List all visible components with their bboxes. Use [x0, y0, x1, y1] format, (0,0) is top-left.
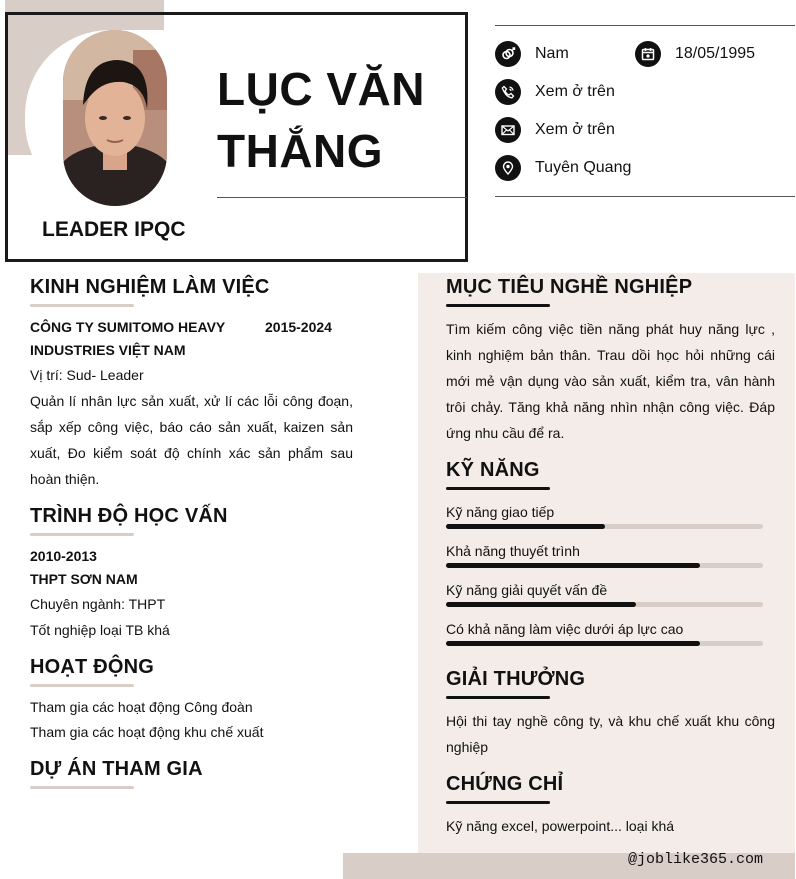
- name-divider: [217, 197, 467, 198]
- activity-item: Tham gia các hoạt động Công đoàn: [30, 699, 253, 715]
- gender-icon: [495, 41, 521, 67]
- awards-text: Hội thi tay nghề công ty, và khu chế xuất khu công nghiệp: [446, 713, 775, 755]
- contact-phone: [495, 79, 615, 105]
- experience-description: Quản lí nhân lực sản xuất, xử lí các lỗi công đoạn, sắp xếp công việc, báo cáo sản xuất, kaizen sản xuất, Đo kiểm soát độ chính xác sản phẩm sau hoàn thiện.: [30, 393, 353, 487]
- contact-divider-top: [495, 25, 795, 26]
- contact-divider-bottom: [495, 196, 795, 197]
- birthday-value: 18/05/1995: [675, 45, 756, 62]
- education-major: Chuyên ngành: THPT: [30, 596, 166, 612]
- skill-bar-fill: [446, 641, 700, 646]
- experience-section-title: KINH NGHIỆM LÀM VIỆC: [30, 276, 270, 298]
- footer-handle: @joblike365.com: [628, 851, 764, 868]
- contact-email: [495, 117, 615, 143]
- education-title-underline: [30, 533, 134, 536]
- skills-title-underline: [446, 487, 550, 490]
- education-section-title: TRÌNH ĐỘ HỌC VẤN: [30, 505, 228, 527]
- experience-company-line2: INDUSTRIES VIỆT NAM: [30, 342, 186, 358]
- activities-section-title: HOẠT ĐỘNG: [30, 656, 155, 678]
- skill-bar: [446, 641, 763, 646]
- phone-icon: [495, 79, 521, 105]
- skill-label: Kỹ năng giao tiếp: [446, 504, 555, 520]
- certificates-section-title: CHỨNG CHỈ: [446, 773, 564, 795]
- candidate-name: LỤC VĂN THẮNG: [217, 63, 425, 177]
- skill-bar: [446, 563, 763, 568]
- activities-title-underline: [30, 684, 134, 687]
- objective-title-underline: [446, 304, 550, 307]
- contact-gender: [495, 41, 569, 67]
- experience-position: Vị trí: Sud- Leader: [30, 367, 144, 383]
- skill-bar-fill: [446, 602, 636, 607]
- objective-section-title: MỤC TIÊU NGHỀ NGHIỆP: [446, 276, 693, 298]
- job-title: LEADER IPQC: [42, 218, 186, 241]
- awards-title-underline: [446, 696, 550, 699]
- projects-section-title: DỰ ÁN THAM GIA: [30, 758, 203, 780]
- education-period: 2010-2013: [30, 548, 97, 564]
- experience-period: 2015-2024: [265, 319, 332, 335]
- contact-birthday: [635, 41, 755, 67]
- experience-company-line1: CÔNG TY SUMITOMO HEAVY: [30, 319, 226, 335]
- avatar: [63, 30, 167, 206]
- skill-label: Kỹ năng giải quyết vấn đề: [446, 582, 608, 598]
- gender-value: Nam: [535, 45, 569, 62]
- location-pin-icon: [495, 155, 521, 181]
- skill-label: Có khả năng làm việc dưới áp lực cao: [446, 621, 684, 637]
- phone-value: Xem ở trên: [535, 83, 615, 100]
- address-value: Tuyên Quang: [535, 159, 632, 176]
- skill-bar-fill: [446, 524, 605, 529]
- certificates-title-underline: [446, 801, 550, 804]
- projects-title-underline: [30, 786, 134, 789]
- education-graduation: Tốt nghiệp loại TB khá: [30, 622, 170, 638]
- contact-address: [495, 155, 631, 181]
- experience-title-underline: [30, 304, 134, 307]
- education-school: THPT SƠN NAM: [30, 571, 138, 587]
- email-value: Xem ở trên: [535, 121, 615, 138]
- awards-section-title: GIẢI THƯỞNG: [446, 668, 586, 690]
- mail-icon: [495, 117, 521, 143]
- calendar-icon: [635, 41, 661, 67]
- skill-label: Khả năng thuyết trình: [446, 543, 580, 559]
- skills-section-title: KỸ NĂNG: [446, 459, 540, 481]
- skill-bar-fill: [446, 563, 700, 568]
- skill-bar: [446, 524, 763, 529]
- skill-bar: [446, 602, 763, 607]
- activity-item: Tham gia các hoạt động khu chế xuất: [30, 724, 264, 740]
- objective-text: Tìm kiếm công việc tiền năng phát huy năng lực , kinh nghiệm bản thân. Trau dồi học hỏi những cái mới mẻ vận dụng vào sản xuất, kiểm tra, vân hành trôi chảy. Tăng khả năng nhìn nhận công việc. Đáp ứng nhu cầu để ra.: [446, 321, 775, 441]
- certificates-text: Kỹ năng excel, powerpoint... loại khá: [446, 818, 675, 834]
